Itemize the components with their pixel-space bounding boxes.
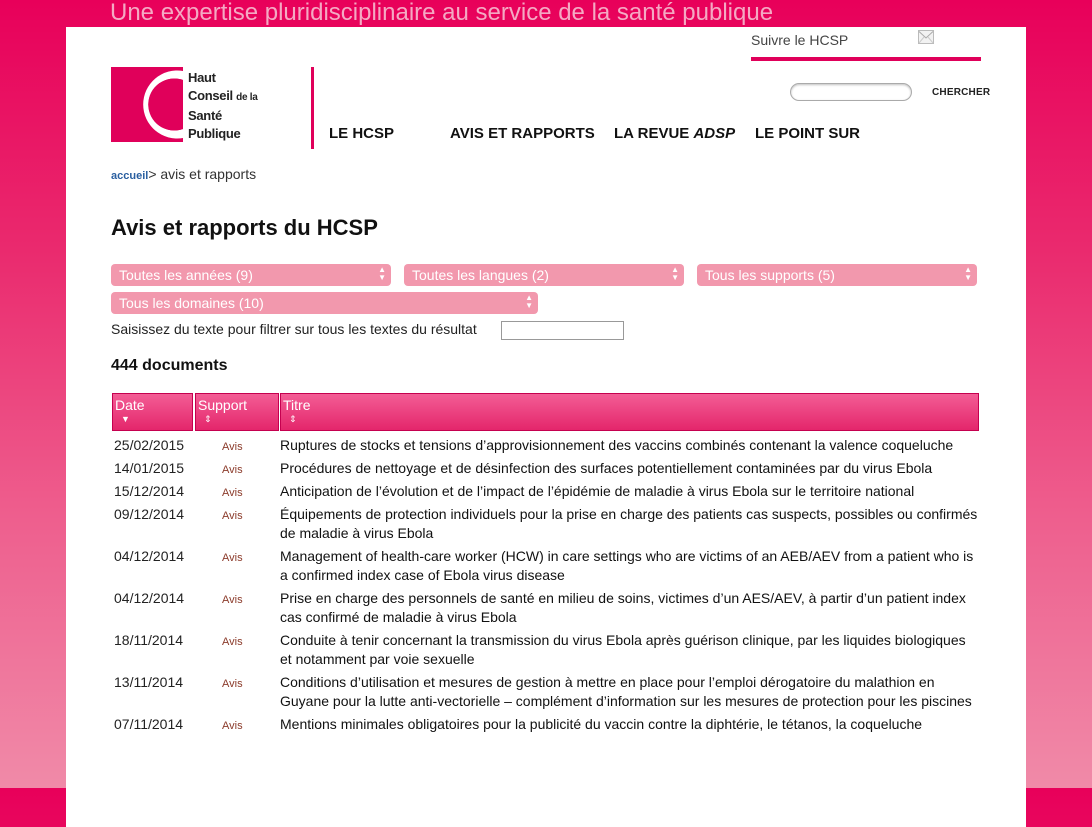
table-row[interactable] [112,436,980,459]
header-divider [311,67,314,149]
select-arrows-icon: ▲ ▼ [378,265,386,282]
table-body [112,436,980,738]
column-header-support-label: Support [198,397,248,413]
row-title-link[interactable]: Management of health-care worker (HCW) in care settings who are victims of an AEB/AEV from a patient who is a confirmed index case of Ebola virus disease [280,548,974,583]
row-title-link[interactable]: Prise en charge des personnels de santé en milieu de soins, victimes d’un AES/AEV, à partir d’un patient index cas confirmé de maladie à virus Ebola [280,590,966,625]
filter-languages[interactable] [404,264,684,286]
column-header-date-label: Date [115,397,145,413]
column-header-date[interactable] [112,393,193,431]
column-header-title-label: Titre [283,397,311,413]
row-date: 09/12/2014 [114,506,185,522]
row-title-link[interactable]: Mentions minimales obligatoires pour la publicité du vaccin contre la diphtérie, le tétanos, la coqueluche [280,716,923,732]
table-header [112,393,980,433]
logo-text [188,69,257,143]
filter-supports-label: Tous les supports (5) [705,267,835,283]
nav-revue-adsp: ADSP [693,125,736,142]
hcsp-logo[interactable] [111,67,271,143]
table-row[interactable] [112,482,980,505]
text-filter-label: Saisissez du texte pour filtrer sur tous les textes du résultat [111,321,477,337]
table-row[interactable] [112,459,980,482]
column-header-support[interactable] [195,393,279,431]
row-date: 18/11/2014 [114,632,184,648]
follow-label[interactable]: Suivre le HCSP [751,32,849,48]
row-support-link[interactable]: Avis [222,594,243,606]
site-tagline: Une expertise pluridisciplinaire au service de la santé publique [110,0,774,26]
row-title-link[interactable]: Conditions d’utilisation et mesures de gestion à mettre en place pour l’emploi dérogatoire du malathion en Guyane pour la lutte anti-vectorielle – complément d’information sur les mesures de protection pour les piscines [280,674,972,709]
logo-line-2 [188,87,257,107]
text-filter-input[interactable] [501,321,624,340]
filter-years-label: Toutes les années (9) [119,267,253,283]
table-row[interactable] [112,547,980,589]
breadcrumb [111,166,256,182]
page-title: Avis et rapports du HCSP [111,215,378,240]
row-support-link[interactable]: Avis [222,441,243,453]
table-row[interactable] [112,589,980,631]
row-date: 14/01/2015 [114,460,185,476]
breadcrumb-current: > avis et rapports [148,166,257,182]
table-row[interactable] [112,631,980,673]
column-header-title[interactable] [280,393,979,431]
row-support-link[interactable]: Avis [222,720,243,732]
follow-hcsp[interactable] [751,27,981,61]
select-arrows-icon: ▲ ▼ [964,265,972,282]
sort-desc-icon: ▼ [121,414,130,424]
row-date: 13/11/2014 [114,674,184,690]
mail-icon[interactable] [918,30,934,44]
row-date: 04/12/2014 [114,548,185,564]
logo-mark [111,67,183,142]
nav-le-hcsp[interactable]: LE HCSP [329,125,395,142]
row-support-link[interactable]: Avis [222,552,243,564]
filter-domains[interactable] [111,292,538,314]
logo-line-2a: Conseil [188,88,233,103]
row-date: 15/12/2014 [114,483,185,499]
row-date: 07/11/2014 [114,716,184,732]
filter-years[interactable] [111,264,391,286]
sort-both-icon: ⇕ [204,414,212,424]
breadcrumb-home-link[interactable]: accueil [111,170,149,182]
row-title-link[interactable]: Anticipation de l’évolution et de l’impact de l’épidémie de maladie à virus Ebola sur le territoire national [280,483,915,499]
nav-avis-et-rapports[interactable]: AVIS ET RAPPORTS [450,125,595,142]
page-container [66,27,1026,827]
table-row[interactable] [112,715,980,738]
nav-revue-prefix: LA REVUE [614,125,694,142]
table-row[interactable] [112,505,980,547]
logo-line-1: Haut [188,70,216,85]
logo-line-3: Santé [188,108,222,123]
nav-la-revue-adsp[interactable] [614,125,735,142]
select-arrows-icon: ▲ ▼ [525,293,533,310]
documents-table [112,393,980,732]
row-support-link[interactable]: Avis [222,510,243,522]
row-support-link[interactable]: Avis [222,678,243,690]
sort-both-icon: ⇕ [289,414,297,424]
table-row[interactable] [112,673,980,715]
nav-le-point-sur[interactable]: LE POINT SUR [755,125,861,142]
row-title-link[interactable]: Procédures de nettoyage et de désinfection des surfaces potentiellement contaminées par du virus Ebola [280,460,933,476]
logo-line-4: Publique [188,126,241,141]
row-support-link[interactable]: Avis [222,487,243,499]
search-button[interactable]: CHERCHER [932,87,991,98]
row-date: 04/12/2014 [114,590,185,606]
row-title-link[interactable]: Équipements de protection individuels pour la prise en charge des patients cas suspects, possibles ou confirmés de maladie à virus Ebola [280,506,978,541]
row-title-link[interactable]: Conduite à tenir concernant la transmission du virus Ebola après guérison clinique, par les liquides biologiques et notamment par voie sexuelle [280,632,966,667]
filter-languages-label: Toutes les langues (2) [412,267,549,283]
select-arrows-icon: ▲ ▼ [671,265,679,282]
row-support-link[interactable]: Avis [222,464,243,476]
row-date: 25/02/2015 [114,437,185,453]
row-title-link[interactable]: Ruptures de stocks et tensions d’approvisionnement des vaccins combinés contenant la valence coqueluche [280,437,954,453]
filter-domains-label: Tous les domaines (10) [119,295,264,311]
filter-supports[interactable] [697,264,977,286]
row-support-link[interactable]: Avis [222,636,243,648]
logo-line-2b: de la [236,92,258,103]
document-count: 444 documents [111,357,228,374]
search-input[interactable] [790,83,912,101]
